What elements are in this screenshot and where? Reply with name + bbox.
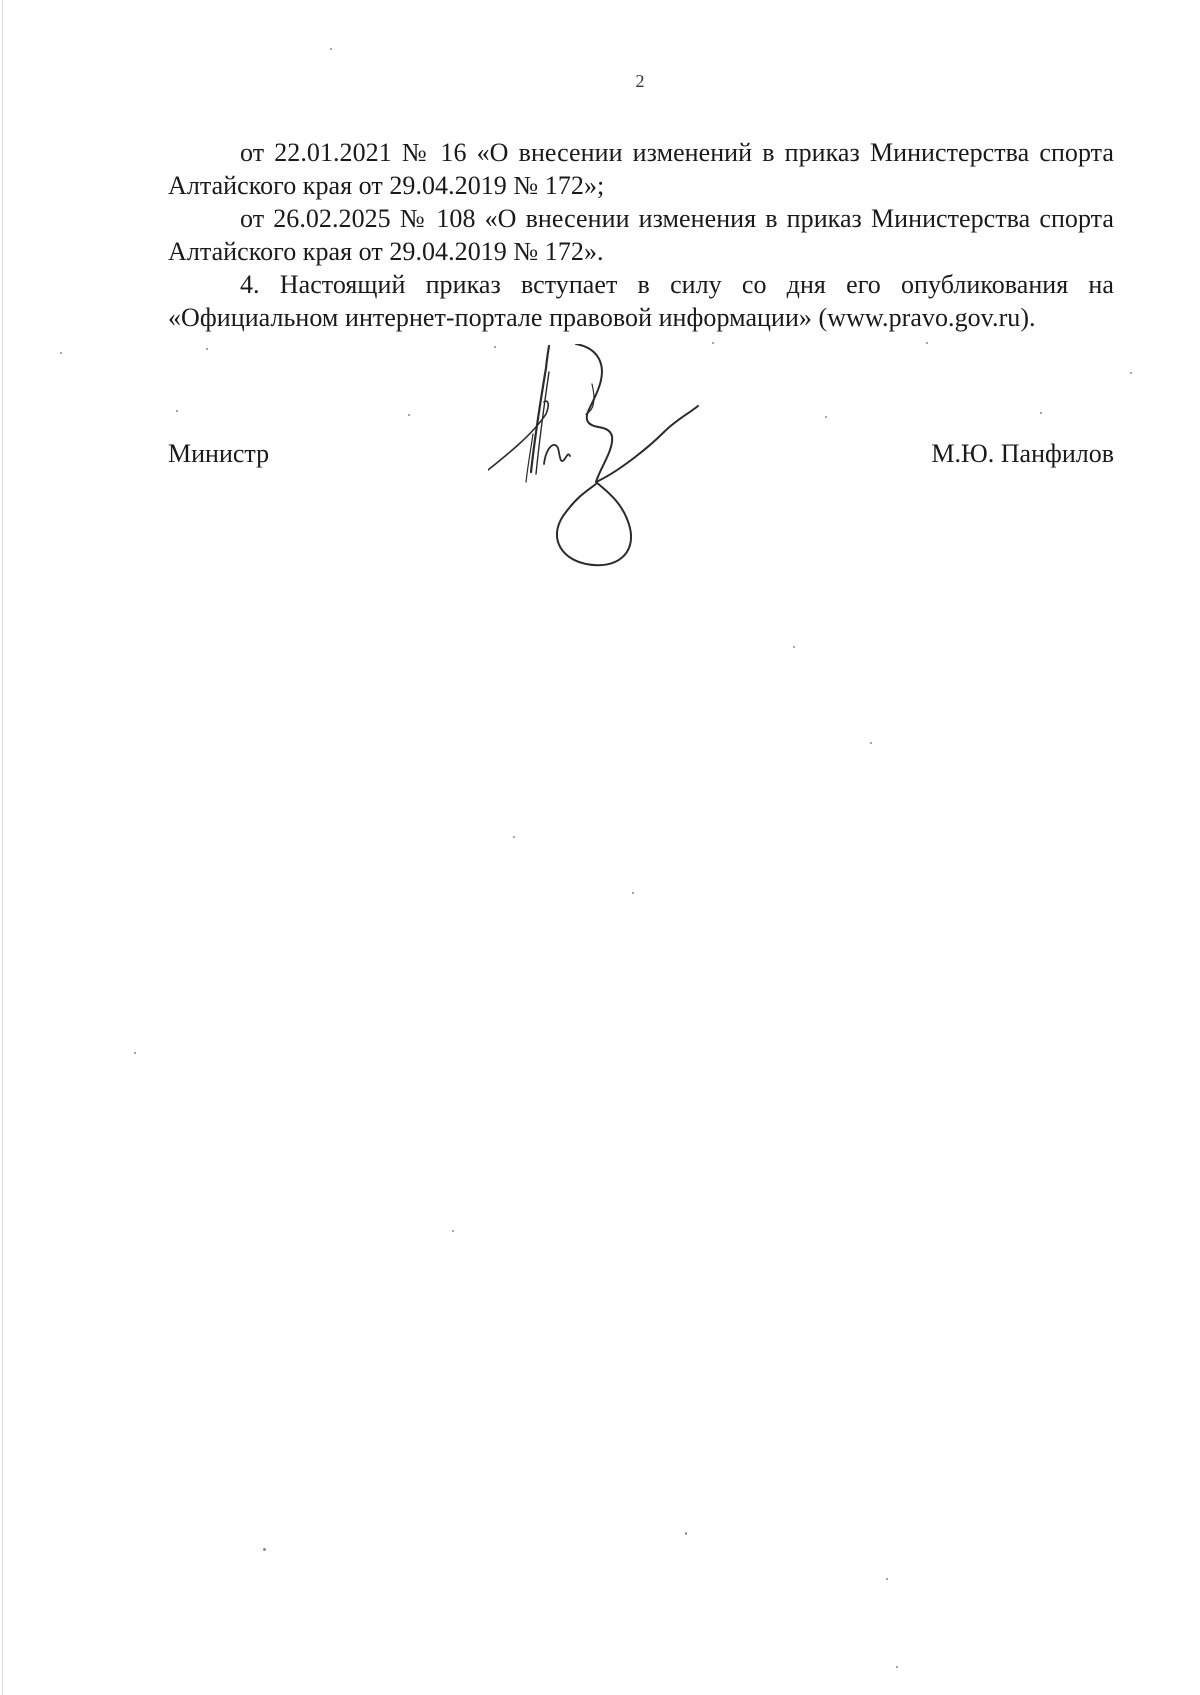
handwritten-signature <box>488 344 728 614</box>
scan-speck <box>886 1578 888 1580</box>
scan-speck <box>452 1230 454 1232</box>
paragraph-amendment-2021: от 22.01.2021 № 16 «О внесении изменений в приказ Министерства спорта Алтайского края от 29.04.2019 № 172»; <box>168 138 1114 200</box>
scan-speck <box>712 342 714 344</box>
scan-speck <box>263 1548 266 1551</box>
scan-speck <box>494 346 496 348</box>
scan-speck <box>176 410 178 412</box>
scan-speck <box>134 1052 136 1054</box>
signatory-title: Министр <box>168 439 270 468</box>
scan-speck <box>1130 372 1132 374</box>
paragraph-entry-into-force: 4. Настоящий приказ вступает в силу со дня его опубликования на «Официальном интернет-портале правовой информации» (www.pravo.gov.ru). <box>168 270 1114 332</box>
scan-speck <box>60 352 62 354</box>
scan-speck <box>793 646 795 648</box>
scan-edge-line <box>2 0 3 1695</box>
scan-speck <box>330 48 332 50</box>
scan-speck <box>632 892 634 894</box>
scan-speck <box>1040 412 1042 414</box>
paragraph-amendment-2025: от 26.02.2025 № 108 «О внесении изменения в приказ Министерства спорта Алтайского края от 29.04.2019 № 172». <box>168 204 1114 266</box>
signatory-name: М.Ю. Панфилов <box>931 439 1114 468</box>
scan-speck <box>896 1666 898 1668</box>
scan-speck <box>206 348 208 350</box>
scan-speck <box>513 836 515 838</box>
scan-speck <box>685 1532 687 1535</box>
document-body <box>168 136 1114 334</box>
scan-speck <box>926 342 928 344</box>
scan-speck <box>825 416 827 418</box>
scan-speck <box>870 742 872 744</box>
page-number: 2 <box>635 71 645 91</box>
scan-speck <box>408 414 410 416</box>
